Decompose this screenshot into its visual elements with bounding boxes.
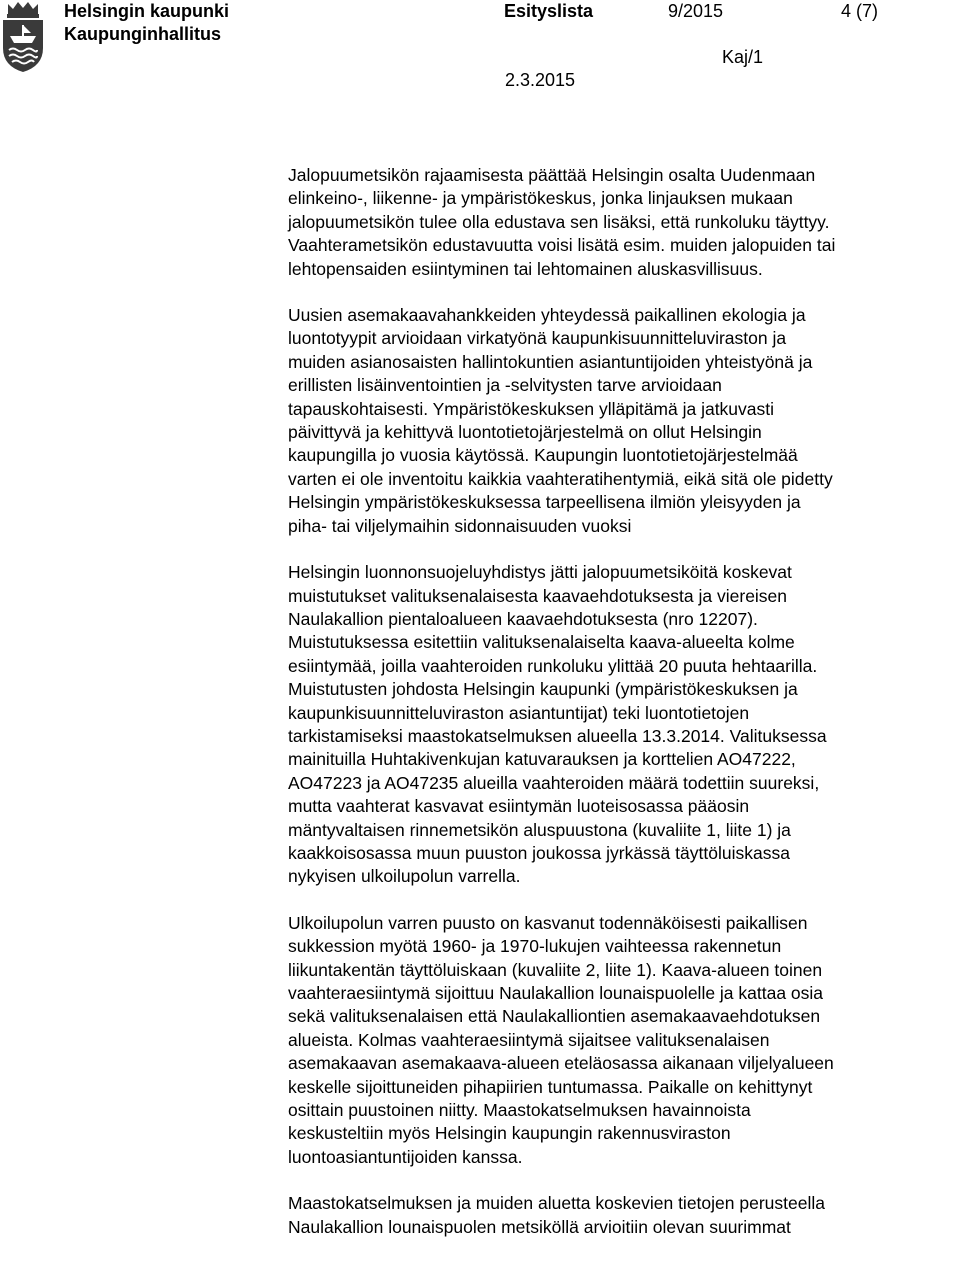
text-line: alueista. Kolmas vaahteraesiintymä sijaitsee valituksenalaisen <box>288 1029 770 1050</box>
text-line: Muistutusten johdosta Helsingin kaupunki (ympäristökeskuksen ja <box>288 679 798 700</box>
text-line: mainituilla Huhtakivenkujan katuvarauksen ja korttelien AO47222, <box>288 749 796 770</box>
text-line: Naulakallion lounaispuolen metsiköllä arvioitiin olevan suurimmat <box>288 1216 791 1237</box>
document-number: 9/2015 <box>668 1 724 21</box>
body-paragraph <box>288 912 948 1169</box>
text-line: Muistutuksessa esitettiin valituksenalaiselta kaava-alueelta kolme <box>288 632 795 653</box>
text-line: kaupunkisuunnitteluviraston asiantuntijat) teki luontotietojen <box>288 702 750 723</box>
text-line: elinkeino-, liikenne- ja ympäristökeskus, jonka linjauksen mukaan <box>288 188 793 209</box>
text-line: mäntyvaltaisen rinnemetsikön aluspuustona (kuvaliite 1, liite 1) ja <box>288 819 791 840</box>
helsinki-coat-of-arms-icon <box>0 0 46 74</box>
document-type: Esityslista <box>504 1 594 21</box>
text-line: lehtopensaiden esiintyminen tai lehtomainen aluskasvillisuus. <box>288 258 763 279</box>
organization-name: Helsingin kaupunki <box>64 1 230 21</box>
text-line: erillisten lisäinventointien ja -selvitysten tarve arvioidaan <box>288 375 722 396</box>
section-code: Kaj/1 <box>722 47 764 67</box>
text-line: luontoasiantuntijoiden kanssa. <box>288 1146 523 1167</box>
text-line: esiintymää, joilla vaahteroiden runkoluku ylittää 20 puuta hehtaarilla. <box>288 655 818 676</box>
text-line: keskelle sijoittuneiden pihapiirien tuntumassa. Paikalle on kehittynyt <box>288 1076 813 1097</box>
body-paragraph <box>288 304 948 538</box>
text-line: Naulakallion pientaloalueen kaavaehdotuksesta (nro 12207). <box>288 608 758 629</box>
body-paragraph <box>288 561 948 889</box>
text-line: AO47223 ja AO47235 alueilla vaahteroiden määrä todettiin suureksi, <box>288 772 820 793</box>
text-line: Jalopuumetsikön rajaamisesta päättää Helsingin osalta Uudenmaan <box>288 165 816 185</box>
text-line: muistutukset valituksenalaisesta kaavaehdotuksesta ja viereisen <box>288 585 788 606</box>
organization-body: Kaupunginhallitus <box>64 24 221 44</box>
text-line: Maastokatselmuksen ja muiden aluetta koskevien tietojen perusteella <box>288 1193 825 1214</box>
text-line: kaupungilla jo vuosia käytössä. Kaupungin luontotietojärjestelmää <box>288 445 798 466</box>
text-line: sukkession myötä 1960- ja 1970-lukujen vaihteessa rakennetun <box>288 936 782 957</box>
text-line: jalopuumetsikön tulee olla edustava sen lisäksi, että runkoluku täyttyy. <box>288 211 830 232</box>
text-line: muiden asianosaisten hallintokuntien asiantuntijoiden yhteistyönä ja <box>288 351 813 372</box>
text-line: mutta vaahterat kasvavat esiintymän luoteisosassa pääosin <box>288 796 750 817</box>
body-paragraph <box>288 1192 948 1239</box>
text-line: varten ei ole inventoitu kaikkia vaahteratihentymiä, eikä sitä ole pidetty <box>288 468 833 489</box>
text-line: kaakkoisosassa muun puuston joukossa jyrkässä täyttöluiskassa <box>288 842 790 863</box>
text-line: sekä valituksenalaisen että Naulakalliontien asemakaavaehdotuksen <box>288 1006 821 1027</box>
document-date: 2.3.2015 <box>505 70 576 90</box>
text-line: asemakaavan asemakaava-alueen eteläosassa aikanaan viljelyalueen <box>288 1053 834 1074</box>
text-line: Vaahterametsikön edustavuutta voisi lisätä esim. muiden jalopuiden tai <box>288 235 836 256</box>
body-paragraph <box>288 164 948 281</box>
text-line: nykyisen ulkoilupolun varrella. <box>288 866 521 887</box>
text-line: osittain puustoinen niitty. Maastokatselmuksen havainnoista <box>288 1100 751 1121</box>
text-line: liikuntakentän täyttöluiskaan (kuvaliite 2, liite 1). Kaava-alueen toinen <box>288 959 823 980</box>
text-line: tarkistamiseksi maastokatselmuksen alueella 13.3.2014. Valituksessa <box>288 725 827 746</box>
text-line: luontotyypit arvioidaan virkatyönä kaupunkisuunnitteluviraston ja <box>288 328 787 349</box>
text-line: Ulkoilupolun varren puusto on kasvanut todennäköisesti paikallisen <box>288 912 808 933</box>
text-line: Helsingin ympäristökeskuksessa tarpeellisena ilmiön yleisyyden ja <box>288 492 801 513</box>
document-body <box>288 164 948 1262</box>
text-line: tapauskohtaisesti. Ympäristökeskuksen ylläpitämä ja jatkuvasti <box>288 398 775 419</box>
text-line: keskusteltiin myös Helsingin kaupungin rakennusviraston <box>288 1123 731 1144</box>
text-line: vaahteraesiintymä sijoittuu Naulakallion lounaispuolelle ja kattaa osia <box>288 983 824 1003</box>
text-line: Helsingin luonnonsuojeluyhdistys jätti jalopuumetsiköitä koskevat <box>288 562 792 583</box>
text-line: Uusien asemakaavahankkeiden yhteydessä paikallinen ekologia ja <box>288 305 806 326</box>
page-number: 4 (7) <box>841 1 879 21</box>
text-line: päivittyvä ja kehittyvä luontotietojärjestelmä on ollut Helsingin <box>288 422 762 443</box>
text-line: piha- tai viljelymaihin sidonnaisuuden vuoksi <box>288 515 632 536</box>
